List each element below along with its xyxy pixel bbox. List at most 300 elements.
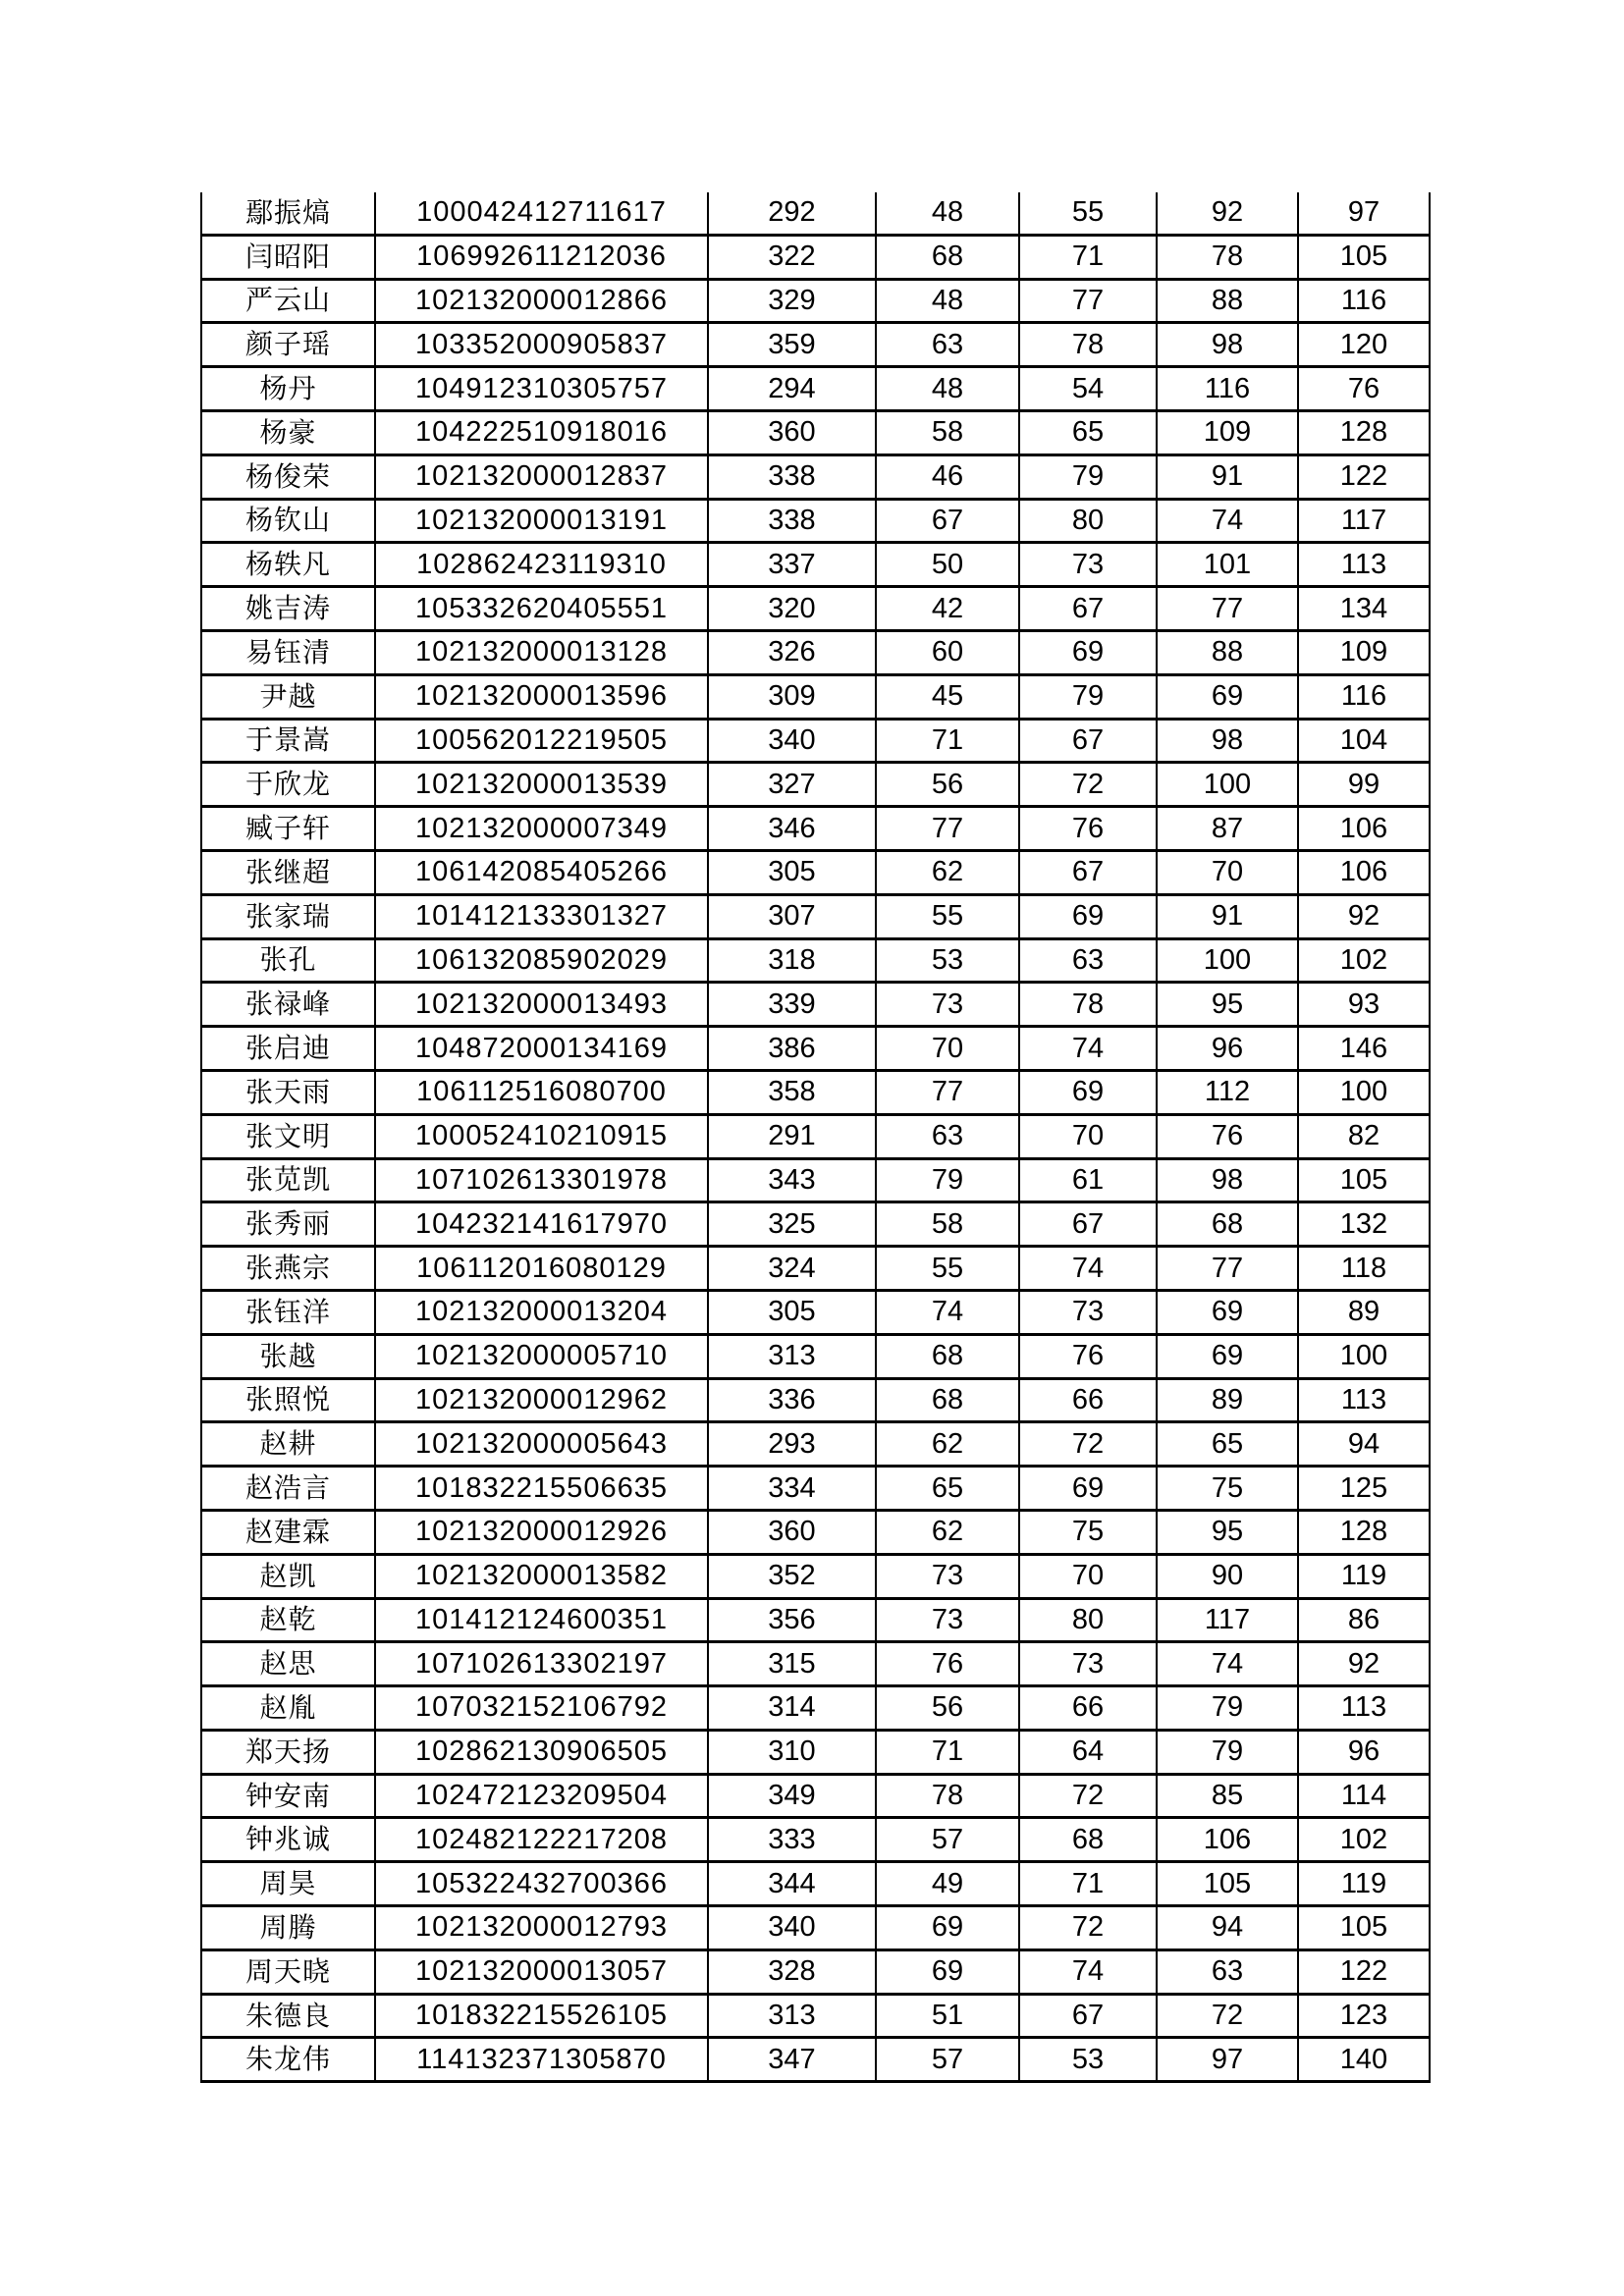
score-2-cell: 67 <box>1019 587 1157 631</box>
candidate-id-cell: 107102613301978 <box>375 1158 708 1202</box>
score-3-cell: 74 <box>1157 499 1298 543</box>
table-row <box>201 719 1430 763</box>
score-3-cell: 101 <box>1157 543 1298 587</box>
candidate-id-cell: 102132000012962 <box>375 1378 708 1422</box>
score-2-cell: 67 <box>1019 1202 1157 1247</box>
name-cell: 周腾 <box>201 1906 375 1950</box>
table-row <box>201 1202 1430 1247</box>
score-1-cell: 63 <box>876 323 1019 367</box>
score-4-cell: 106 <box>1298 807 1430 851</box>
score-3-cell: 112 <box>1157 1070 1298 1114</box>
table-row <box>201 543 1430 587</box>
score-1-cell: 56 <box>876 1686 1019 1731</box>
score-3-cell: 65 <box>1157 1422 1298 1467</box>
table-row <box>201 1554 1430 1598</box>
candidate-id-cell: 102132000013057 <box>375 1949 708 1994</box>
score-1-cell: 71 <box>876 1730 1019 1774</box>
total-score-cell: 347 <box>708 2038 876 2082</box>
score-1-cell: 70 <box>876 1027 1019 1071</box>
candidate-id-cell: 107032152106792 <box>375 1686 708 1731</box>
score-3-cell: 97 <box>1157 2038 1298 2082</box>
name-cell: 闫昭阳 <box>201 235 375 279</box>
score-1-cell: 77 <box>876 807 1019 851</box>
score-3-cell: 74 <box>1157 1642 1298 1686</box>
candidate-id-cell: 102862423119310 <box>375 543 708 587</box>
score-3-cell: 95 <box>1157 983 1298 1027</box>
name-cell: 赵耕 <box>201 1422 375 1467</box>
candidate-id-cell: 102862130906505 <box>375 1730 708 1774</box>
table-row <box>201 1070 1430 1114</box>
candidate-id-cell: 102132000013596 <box>375 674 708 719</box>
score-1-cell: 68 <box>876 235 1019 279</box>
candidate-id-cell: 102132000013582 <box>375 1554 708 1598</box>
candidate-id-cell: 102132000005710 <box>375 1334 708 1378</box>
score-4-cell: 116 <box>1298 674 1430 719</box>
table-row <box>201 410 1430 454</box>
score-table-body <box>201 192 1430 2082</box>
score-1-cell: 71 <box>876 719 1019 763</box>
total-score-cell: 337 <box>708 543 876 587</box>
score-4-cell: 128 <box>1298 410 1430 454</box>
score-4-cell: 99 <box>1298 763 1430 807</box>
score-1-cell: 74 <box>876 1290 1019 1334</box>
total-score-cell: 322 <box>708 235 876 279</box>
total-score-cell: 314 <box>708 1686 876 1731</box>
total-score-cell: 360 <box>708 1510 876 1554</box>
score-3-cell: 91 <box>1157 454 1298 499</box>
score-1-cell: 45 <box>876 674 1019 719</box>
candidate-id-cell: 101832215526105 <box>375 1994 708 2038</box>
table-row <box>201 763 1430 807</box>
score-4-cell: 117 <box>1298 499 1430 543</box>
table-row <box>201 1467 1430 1511</box>
name-cell: 张孔 <box>201 938 375 983</box>
candidate-id-cell: 106142085405266 <box>375 850 708 894</box>
score-3-cell: 88 <box>1157 279 1298 323</box>
table-row <box>201 1906 1430 1950</box>
score-4-cell: 123 <box>1298 1994 1430 2038</box>
score-4-cell: 92 <box>1298 1642 1430 1686</box>
total-score-cell: 349 <box>708 1774 876 1818</box>
total-score-cell: 294 <box>708 367 876 411</box>
score-4-cell: 102 <box>1298 938 1430 983</box>
name-cell: 张燕宗 <box>201 1247 375 1291</box>
score-3-cell: 69 <box>1157 1290 1298 1334</box>
total-score-cell: 305 <box>708 850 876 894</box>
table-row <box>201 1730 1430 1774</box>
score-3-cell: 91 <box>1157 894 1298 938</box>
name-cell: 张家瑞 <box>201 894 375 938</box>
score-3-cell: 96 <box>1157 1027 1298 1071</box>
score-4-cell: 97 <box>1298 192 1430 235</box>
name-cell: 于欣龙 <box>201 763 375 807</box>
score-1-cell: 69 <box>876 1949 1019 1994</box>
candidate-id-cell: 107102613302197 <box>375 1642 708 1686</box>
total-score-cell: 336 <box>708 1378 876 1422</box>
total-score-cell: 318 <box>708 938 876 983</box>
score-3-cell: 77 <box>1157 1247 1298 1291</box>
total-score-cell: 358 <box>708 1070 876 1114</box>
candidate-id-cell: 102132000012837 <box>375 454 708 499</box>
score-2-cell: 76 <box>1019 807 1157 851</box>
score-2-cell: 79 <box>1019 674 1157 719</box>
total-score-cell: 327 <box>708 763 876 807</box>
score-2-cell: 69 <box>1019 630 1157 674</box>
name-cell: 易钰清 <box>201 630 375 674</box>
candidate-id-cell: 106992611212036 <box>375 235 708 279</box>
candidate-id-cell: 100562012219505 <box>375 719 708 763</box>
score-3-cell: 85 <box>1157 1774 1298 1818</box>
table-row <box>201 1818 1430 1862</box>
score-4-cell: 94 <box>1298 1422 1430 1467</box>
total-score-cell: 338 <box>708 499 876 543</box>
table-row <box>201 1949 1430 1994</box>
score-2-cell: 67 <box>1019 1994 1157 2038</box>
table-row <box>201 1862 1430 1906</box>
score-4-cell: 119 <box>1298 1554 1430 1598</box>
score-3-cell: 75 <box>1157 1467 1298 1511</box>
total-score-cell: 338 <box>708 454 876 499</box>
total-score-cell: 315 <box>708 1642 876 1686</box>
total-score-cell: 352 <box>708 1554 876 1598</box>
score-4-cell: 122 <box>1298 454 1430 499</box>
name-cell: 杨豪 <box>201 410 375 454</box>
candidate-id-cell: 102132000012793 <box>375 1906 708 1950</box>
total-score-cell: 344 <box>708 1862 876 1906</box>
score-1-cell: 46 <box>876 454 1019 499</box>
score-4-cell: 89 <box>1298 1290 1430 1334</box>
score-3-cell: 92 <box>1157 192 1298 235</box>
table-row <box>201 1247 1430 1291</box>
score-3-cell: 72 <box>1157 1994 1298 2038</box>
total-score-cell: 339 <box>708 983 876 1027</box>
total-score-cell: 326 <box>708 630 876 674</box>
score-1-cell: 49 <box>876 1862 1019 1906</box>
name-cell: 杨钦山 <box>201 499 375 543</box>
score-1-cell: 48 <box>876 367 1019 411</box>
score-1-cell: 56 <box>876 763 1019 807</box>
total-score-cell: 291 <box>708 1114 876 1158</box>
score-2-cell: 66 <box>1019 1378 1157 1422</box>
total-score-cell: 328 <box>708 1949 876 1994</box>
score-2-cell: 78 <box>1019 323 1157 367</box>
score-2-cell: 65 <box>1019 410 1157 454</box>
score-2-cell: 70 <box>1019 1114 1157 1158</box>
table-row <box>201 1114 1430 1158</box>
table-row <box>201 983 1430 1027</box>
score-4-cell: 100 <box>1298 1334 1430 1378</box>
score-1-cell: 53 <box>876 938 1019 983</box>
score-4-cell: 146 <box>1298 1027 1430 1071</box>
score-1-cell: 73 <box>876 983 1019 1027</box>
score-table <box>200 192 1431 2083</box>
name-cell: 张钰洋 <box>201 1290 375 1334</box>
total-score-cell: 305 <box>708 1290 876 1334</box>
table-row <box>201 630 1430 674</box>
name-cell: 张天雨 <box>201 1070 375 1114</box>
total-score-cell: 320 <box>708 587 876 631</box>
score-3-cell: 69 <box>1157 674 1298 719</box>
score-4-cell: 140 <box>1298 2038 1430 2082</box>
score-4-cell: 82 <box>1298 1114 1430 1158</box>
name-cell: 臧子轩 <box>201 807 375 851</box>
score-2-cell: 69 <box>1019 1070 1157 1114</box>
total-score-cell: 313 <box>708 1994 876 2038</box>
score-3-cell: 98 <box>1157 323 1298 367</box>
candidate-id-cell: 102132000013128 <box>375 630 708 674</box>
candidate-id-cell: 101412133301327 <box>375 894 708 938</box>
name-cell: 周昊 <box>201 1862 375 1906</box>
score-1-cell: 58 <box>876 410 1019 454</box>
candidate-id-cell: 106112516080700 <box>375 1070 708 1114</box>
score-2-cell: 64 <box>1019 1730 1157 1774</box>
score-3-cell: 77 <box>1157 587 1298 631</box>
name-cell: 张启迪 <box>201 1027 375 1071</box>
name-cell: 张文明 <box>201 1114 375 1158</box>
score-4-cell: 114 <box>1298 1774 1430 1818</box>
score-4-cell: 113 <box>1298 543 1430 587</box>
candidate-id-cell: 104232141617970 <box>375 1202 708 1247</box>
score-1-cell: 63 <box>876 1114 1019 1158</box>
score-4-cell: 104 <box>1298 719 1430 763</box>
score-3-cell: 94 <box>1157 1906 1298 1950</box>
score-4-cell: 86 <box>1298 1598 1430 1642</box>
table-row <box>201 2038 1430 2082</box>
table-row <box>201 1378 1430 1422</box>
name-cell: 尹越 <box>201 674 375 719</box>
score-2-cell: 74 <box>1019 1247 1157 1291</box>
score-1-cell: 79 <box>876 1158 1019 1202</box>
score-2-cell: 79 <box>1019 454 1157 499</box>
table-row <box>201 1774 1430 1818</box>
candidate-id-cell: 102132000012866 <box>375 279 708 323</box>
score-4-cell: 100 <box>1298 1070 1430 1114</box>
score-1-cell: 58 <box>876 1202 1019 1247</box>
name-cell: 赵浩言 <box>201 1467 375 1511</box>
name-cell: 张苋凯 <box>201 1158 375 1202</box>
candidate-id-cell: 102132000012926 <box>375 1510 708 1554</box>
score-3-cell: 117 <box>1157 1598 1298 1642</box>
score-3-cell: 79 <box>1157 1730 1298 1774</box>
name-cell: 颜子瑶 <box>201 323 375 367</box>
candidate-id-cell: 101412124600351 <box>375 1598 708 1642</box>
table-row <box>201 1686 1430 1731</box>
candidate-id-cell: 102132000005643 <box>375 1422 708 1467</box>
score-3-cell: 109 <box>1157 410 1298 454</box>
table-row <box>201 1994 1430 2038</box>
table-row <box>201 1334 1430 1378</box>
score-3-cell: 79 <box>1157 1686 1298 1731</box>
score-2-cell: 61 <box>1019 1158 1157 1202</box>
score-1-cell: 60 <box>876 630 1019 674</box>
score-3-cell: 106 <box>1157 1818 1298 1862</box>
name-cell: 周天晓 <box>201 1949 375 1994</box>
table-row <box>201 192 1430 235</box>
candidate-id-cell: 102132000013204 <box>375 1290 708 1334</box>
candidate-id-cell: 102132000013539 <box>375 763 708 807</box>
candidate-id-cell: 100042412711617 <box>375 192 708 235</box>
score-2-cell: 63 <box>1019 938 1157 983</box>
score-1-cell: 76 <box>876 1642 1019 1686</box>
total-score-cell: 324 <box>708 1247 876 1291</box>
score-4-cell: 119 <box>1298 1862 1430 1906</box>
name-cell: 赵建霖 <box>201 1510 375 1554</box>
table-row <box>201 1422 1430 1467</box>
name-cell: 张秀丽 <box>201 1202 375 1247</box>
name-cell: 郑天扬 <box>201 1730 375 1774</box>
name-cell: 严云山 <box>201 279 375 323</box>
score-2-cell: 69 <box>1019 1467 1157 1511</box>
table-row <box>201 367 1430 411</box>
score-4-cell: 118 <box>1298 1247 1430 1291</box>
candidate-id-cell: 104912310305757 <box>375 367 708 411</box>
score-4-cell: 96 <box>1298 1730 1430 1774</box>
name-cell: 杨轶凡 <box>201 543 375 587</box>
name-cell: 赵思 <box>201 1642 375 1686</box>
candidate-id-cell: 100052410210915 <box>375 1114 708 1158</box>
total-score-cell: 292 <box>708 192 876 235</box>
score-2-cell: 80 <box>1019 1598 1157 1642</box>
table-row <box>201 454 1430 499</box>
score-4-cell: 113 <box>1298 1378 1430 1422</box>
table-row <box>201 938 1430 983</box>
score-3-cell: 98 <box>1157 1158 1298 1202</box>
score-1-cell: 73 <box>876 1554 1019 1598</box>
candidate-id-cell: 105322432700366 <box>375 1862 708 1906</box>
name-cell: 张越 <box>201 1334 375 1378</box>
total-score-cell: 346 <box>708 807 876 851</box>
score-2-cell: 71 <box>1019 1862 1157 1906</box>
name-cell: 杨俊荣 <box>201 454 375 499</box>
score-2-cell: 77 <box>1019 279 1157 323</box>
score-2-cell: 73 <box>1019 543 1157 587</box>
table-row <box>201 1290 1430 1334</box>
table-row <box>201 674 1430 719</box>
total-score-cell: 293 <box>708 1422 876 1467</box>
candidate-id-cell: 106112016080129 <box>375 1247 708 1291</box>
score-2-cell: 74 <box>1019 1027 1157 1071</box>
score-1-cell: 50 <box>876 543 1019 587</box>
table-row <box>201 1158 1430 1202</box>
score-1-cell: 77 <box>876 1070 1019 1114</box>
score-2-cell: 75 <box>1019 1510 1157 1554</box>
candidate-id-cell: 114132371305870 <box>375 2038 708 2082</box>
score-2-cell: 72 <box>1019 1774 1157 1818</box>
total-score-cell: 340 <box>708 719 876 763</box>
score-1-cell: 55 <box>876 894 1019 938</box>
candidate-id-cell: 104222510918016 <box>375 410 708 454</box>
name-cell: 鄢振熇 <box>201 192 375 235</box>
table-row <box>201 1598 1430 1642</box>
score-1-cell: 62 <box>876 1510 1019 1554</box>
total-score-cell: 329 <box>708 279 876 323</box>
candidate-id-cell: 102482122217208 <box>375 1818 708 1862</box>
name-cell: 张继超 <box>201 850 375 894</box>
total-score-cell: 310 <box>708 1730 876 1774</box>
score-3-cell: 78 <box>1157 235 1298 279</box>
name-cell: 赵胤 <box>201 1686 375 1731</box>
name-cell: 张禄峰 <box>201 983 375 1027</box>
score-4-cell: 122 <box>1298 1949 1430 1994</box>
score-1-cell: 57 <box>876 2038 1019 2082</box>
table-row <box>201 587 1430 631</box>
name-cell: 钟安南 <box>201 1774 375 1818</box>
score-2-cell: 76 <box>1019 1334 1157 1378</box>
score-4-cell: 134 <box>1298 587 1430 631</box>
name-cell: 朱德良 <box>201 1994 375 2038</box>
score-4-cell: 93 <box>1298 983 1430 1027</box>
score-2-cell: 67 <box>1019 719 1157 763</box>
score-2-cell: 72 <box>1019 1906 1157 1950</box>
score-2-cell: 55 <box>1019 192 1157 235</box>
score-1-cell: 73 <box>876 1598 1019 1642</box>
score-4-cell: 120 <box>1298 323 1430 367</box>
table-row <box>201 323 1430 367</box>
candidate-id-cell: 101832215506635 <box>375 1467 708 1511</box>
total-score-cell: 333 <box>708 1818 876 1862</box>
score-1-cell: 42 <box>876 587 1019 631</box>
total-score-cell: 307 <box>708 894 876 938</box>
score-1-cell: 62 <box>876 1422 1019 1467</box>
score-1-cell: 78 <box>876 1774 1019 1818</box>
candidate-id-cell: 106132085902029 <box>375 938 708 983</box>
score-4-cell: 113 <box>1298 1686 1430 1731</box>
score-3-cell: 116 <box>1157 367 1298 411</box>
name-cell: 于景嵩 <box>201 719 375 763</box>
score-1-cell: 51 <box>876 1994 1019 2038</box>
score-2-cell: 72 <box>1019 1422 1157 1467</box>
total-score-cell: 325 <box>708 1202 876 1247</box>
score-4-cell: 128 <box>1298 1510 1430 1554</box>
total-score-cell: 309 <box>708 674 876 719</box>
score-1-cell: 65 <box>876 1467 1019 1511</box>
total-score-cell: 359 <box>708 323 876 367</box>
candidate-id-cell: 102132000013191 <box>375 499 708 543</box>
score-1-cell: 48 <box>876 279 1019 323</box>
score-3-cell: 100 <box>1157 938 1298 983</box>
score-3-cell: 68 <box>1157 1202 1298 1247</box>
candidate-id-cell: 102132000013493 <box>375 983 708 1027</box>
score-2-cell: 72 <box>1019 763 1157 807</box>
candidate-id-cell: 105332620405551 <box>375 587 708 631</box>
score-3-cell: 76 <box>1157 1114 1298 1158</box>
candidate-id-cell: 103352000905837 <box>375 323 708 367</box>
score-2-cell: 78 <box>1019 983 1157 1027</box>
score-3-cell: 89 <box>1157 1378 1298 1422</box>
score-1-cell: 55 <box>876 1247 1019 1291</box>
name-cell: 赵乾 <box>201 1598 375 1642</box>
score-3-cell: 105 <box>1157 1862 1298 1906</box>
candidate-id-cell: 104872000134169 <box>375 1027 708 1071</box>
total-score-cell: 356 <box>708 1598 876 1642</box>
table-row <box>201 807 1430 851</box>
score-3-cell: 98 <box>1157 719 1298 763</box>
score-4-cell: 106 <box>1298 850 1430 894</box>
name-cell: 钟兆诚 <box>201 1818 375 1862</box>
score-3-cell: 70 <box>1157 850 1298 894</box>
table-row <box>201 279 1430 323</box>
score-1-cell: 68 <box>876 1378 1019 1422</box>
table-row <box>201 235 1430 279</box>
score-4-cell: 125 <box>1298 1467 1430 1511</box>
candidate-id-cell: 102472123209504 <box>375 1774 708 1818</box>
score-2-cell: 66 <box>1019 1686 1157 1731</box>
total-score-cell: 340 <box>708 1906 876 1950</box>
score-2-cell: 70 <box>1019 1554 1157 1598</box>
table-row <box>201 1027 1430 1071</box>
candidate-id-cell: 102132000007349 <box>375 807 708 851</box>
total-score-cell: 334 <box>708 1467 876 1511</box>
